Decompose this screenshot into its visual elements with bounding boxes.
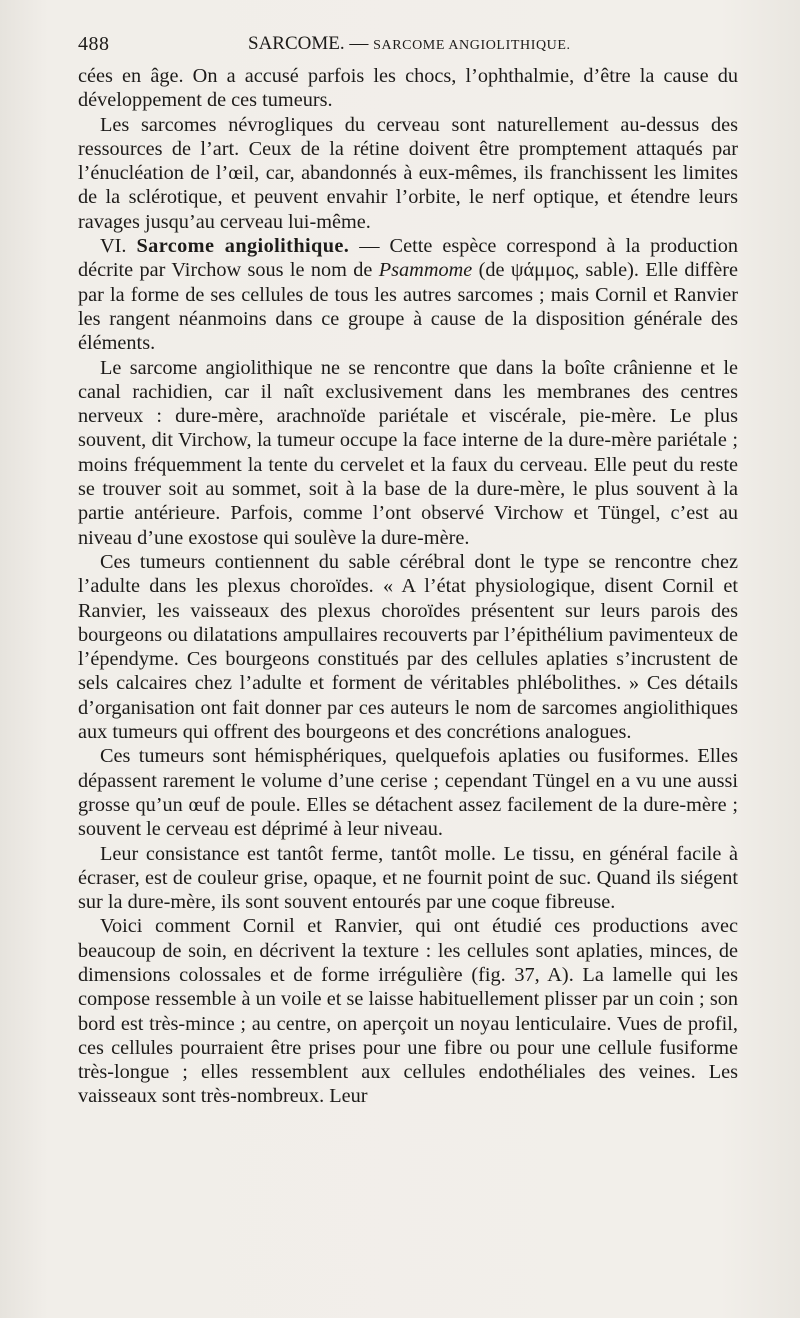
page-number: 488 [78, 33, 110, 55]
paragraph-text: — Cette espèce correspond à la production décrite par Virchow sous le nom de [78, 235, 738, 282]
term-italic: Psammome [378, 259, 473, 282]
paragraph-text: (de ψάμμος, sable). Elle diffère par la forme de ses cellules de tous les autres sarcomes ; mais Cornil et Ranvier les rangent néanmoins dans ce groupe à cause de la disposition générale des éléments. [78, 259, 739, 355]
paragraph: Ces tumeurs contiennent du sable cérébral dont le type se rencontre chez l’adulte dans les plexus choroïdes. « A l’état physiologique, disent Cornil et Ranvier, les vaisseaux des plexus choroïdes présentent sur leurs parois des bourgeons ou dilatations ampullaires recouverts par l’épithélium pavimenteux de l’épendyme. Ces bourgeons constitués par des cellules aplaties s’incrustent de sels calcaires chez l’adulte et forment de véritables phlébolithes. » Ces détails d’organisation ont fait donner par ces auteurs le nom de sarcomes angiolithiques aux tumeurs qui offrent des bourgeons et des concrétions analogues. [78, 550, 738, 744]
paragraph: Les sarcomes névrogliques du cerveau sont naturellement au-dessus des ressources de l’art. Ceux de la rétine doivent être promptement attaqués par l’énucléation de l’œil, car, abandonnés à eux-mêmes, ils franchissent les limites de la sclérotique, et peuvent envahir l’orbite, le nerf optique, et étendre leurs ravages jusqu’au cerveau lui-même. [78, 113, 738, 233]
paragraph: cées en âge. On a accusé parfois les chocs, l’ophthalmie, d’être la cause du développement de ces tumeurs. [78, 65, 738, 112]
running-head-subtitle: SARCOME ANGIOLITHIQUE. [373, 38, 571, 53]
body-text [78, 64, 738, 1109]
running-head [248, 33, 571, 55]
paragraph: Le sarcome angiolithique ne se rencontre que dans la boîte crânienne et le canal rachidien, car il naît exclusivement dans les membranes des centres nerveux : dure-mère, arachnoïde pariétale et viscérale, pie-mère. Le plus souvent, dit Virchow, la tumeur occupe la face interne de la dure-mère pariétale ; moins fréquemment la tente du cervelet et la faux du cerveau. Elle peut du reste se trouver soit au sommet, soit à la base de la dure-mère, le plus souvent à la partie antérieure. Parfois, comme l’ont observé Virchow et Tüngel, c’est au niveau d’une exostose qui soulève la dure-mère. [78, 356, 738, 549]
paragraph: Voici comment Cornil et Ranvier, qui ont étudié ces productions avec beaucoup de soin, en décrivent la texture : les cellules sont aplaties, minces, de dimensions colossales et de forme irrégulière (fig. 37, A). La lamelle qui les compose ressemble à un voile et se laisse habituellement plisser par un coin ; son bord est très-mince ; au centre, on aperçoit un noyau lenticulaire. Vues de profil, ces cellules pourraient être prises pour une fibre ou pour une cellule fusiforme très-longue ; elles ressemblent aux cellules endothéliales des veines. Les vaisseaux sont très-nombreux. Leur [78, 915, 738, 1108]
paragraph-section-vi [78, 234, 738, 355]
paragraph: Ces tumeurs sont hémisphériques, quelquefois aplaties ou fusiformes. Elles dépassent rarement le volume d’une cerise ; cependant Tüngel en a vu une aussi grosse qu’un œuf de poule. Elles se détachent assez facilement de la dure-mère ; souvent le cerveau est déprimé à leur niveau. [78, 745, 738, 841]
section-number: VI. [100, 235, 127, 258]
page-header [78, 33, 738, 59]
running-head-title: SARCOME. [248, 33, 345, 54]
running-head-dash: — [349, 33, 369, 54]
section-heading: Sarcome angiolithique. [136, 235, 350, 258]
paragraph: Leur consistance est tantôt ferme, tantôt molle. Le tissu, en général facile à écraser, est de couleur grise, opaque, et ne fournit point de suc. Quand ils siégent sur la dure-mère, ils sont souvent entourés par une coque fibreuse. [78, 842, 738, 914]
